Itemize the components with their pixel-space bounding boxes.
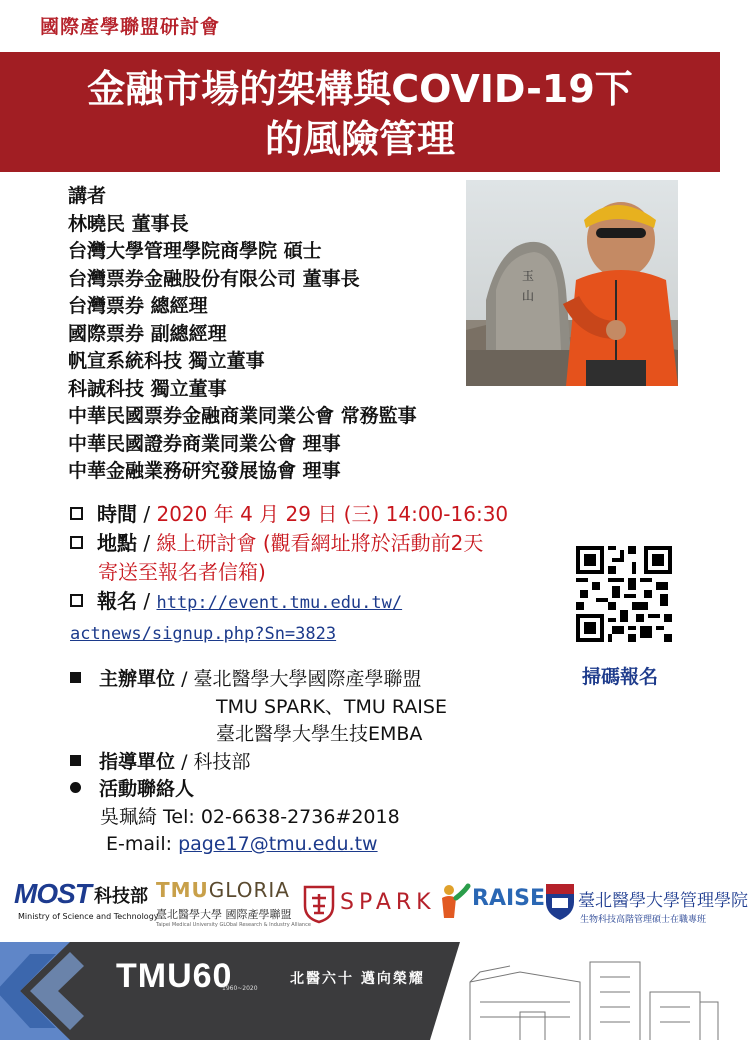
speaker-heading: 講者: [68, 185, 107, 207]
guide-label: 指導單位: [99, 750, 176, 773]
separator: /: [181, 750, 188, 773]
speaker-credential: 中華民國證券商業同業公會 理事: [68, 432, 341, 455]
sponsor-logos: [0, 872, 748, 932]
signup-qr-code[interactable]: [576, 546, 672, 642]
speaker-credential: 國際票券 副總經理: [68, 322, 227, 345]
spark-logo: [300, 872, 436, 932]
most-logo: [14, 872, 159, 932]
emba-logo: [544, 872, 748, 932]
title-line-1: 金融市場的架構與COVID-19下: [87, 67, 633, 111]
signup-link-part-1[interactable]: http://event.tmu.edu.tw/: [156, 593, 403, 613]
guide-row: [70, 749, 447, 777]
host-label: 主辦單位: [99, 668, 176, 690]
contact-row: [70, 776, 447, 804]
location-label: 地點: [97, 531, 137, 555]
square-bullet-icon: [70, 755, 81, 766]
signup-link-part-2[interactable]: actnews/signup.php?Sn=3823: [70, 624, 337, 644]
raise-figure-icon: [438, 882, 470, 922]
gloria-logo-en: Taipei Medical University GLObal Research & Industry Alliance: [156, 922, 311, 928]
host-value-3: 臺北醫學大學生技EMBA: [216, 723, 423, 745]
host-row: [70, 666, 447, 694]
seminar-series-label: 國際產學聯盟研討會: [40, 16, 221, 38]
host-value-2: TMU SPARK、TMU RAISE: [216, 695, 447, 718]
time-value: 2020 年 4 月 29 日 (三) 14:00-16:30: [156, 502, 509, 526]
title-line-2: 的風險管理: [264, 117, 455, 161]
gloria-tmu: TMU: [156, 878, 209, 902]
speaker-photo: [466, 180, 678, 386]
most-logo-text: MOST: [14, 878, 91, 909]
speaker-credential: 台灣票券 總經理: [68, 295, 208, 317]
checkbox-bullet-icon: [70, 507, 83, 520]
gloria-logo-cn: 臺北醫學大學 國際產學聯盟: [156, 908, 292, 921]
speaker-credential: 帆宣系統科技 獨立董事: [68, 350, 265, 372]
speaker-section: [68, 183, 417, 486]
separator: /: [143, 502, 151, 526]
organizers-section: [70, 666, 447, 859]
speaker-credential: 台灣大學管理學院商學院 碩士: [68, 240, 322, 262]
qr-label: 掃碼報名: [582, 666, 659, 688]
speaker-credential: 台灣票券金融股份有限公司 董事長: [68, 267, 360, 290]
email-link[interactable]: page17@tmu.edu.tw: [178, 833, 378, 855]
guide-value: 科技部: [193, 750, 251, 773]
footer-slogan: 北醫六十 邁向榮耀: [290, 971, 425, 987]
contact-email-row: [70, 831, 447, 859]
email-label: E-mail:: [106, 833, 173, 855]
event-time-row: [70, 500, 570, 529]
emba-logo-sub: 生物科技高階管理碩士在職專班: [580, 915, 707, 925]
emba-logo-cn: 臺北醫學大學管理學院: [578, 891, 748, 911]
signup-link-row-2: [70, 618, 570, 649]
svg-text:山: 山: [522, 289, 535, 303]
separator: /: [143, 589, 151, 613]
tmu-gloria-logo: [156, 872, 311, 932]
checkbox-bullet-icon: [70, 536, 83, 549]
footer-graphic: [0, 942, 720, 1040]
gloria-name: GLORIA: [208, 878, 290, 902]
speaker-credential: 科誠科技 獨立董事: [68, 377, 227, 400]
speaker-credential: 中華民國票券金融商業同業公會 常務監事: [68, 405, 417, 427]
speaker-photo-illustration: [466, 180, 678, 386]
contact-label: 活動聯絡人: [99, 778, 195, 800]
tmu60-years: 1960~2020: [222, 985, 258, 992]
dot-bullet-icon: [70, 782, 81, 793]
event-location-row: [70, 529, 570, 558]
signup-label: 報名: [97, 589, 137, 613]
tmu-shield-icon: [302, 884, 336, 924]
qr-code-icon: [576, 546, 672, 642]
separator: /: [143, 531, 151, 555]
location-value-line-2: 寄送至報名者信箱): [98, 560, 266, 584]
footer-banner: [0, 942, 720, 1040]
time-label: 時間: [97, 502, 137, 526]
contact-name-phone: 吳珮綺 Tel: 02-6638-2736#2018: [100, 805, 400, 828]
speaker-credential: 中華金融業務研究發展協會 理事: [68, 460, 341, 482]
tmu60-logo-text: TMU60: [116, 957, 233, 995]
raise-logo: [438, 872, 546, 932]
emba-shield-icon: [544, 882, 576, 922]
speaker-name: 林曉民 董事長: [68, 212, 189, 235]
most-logo-en: Ministry of Science and Technology: [18, 912, 159, 921]
gloria-logo-text: [156, 878, 290, 902]
raise-logo-text: RAISE: [472, 886, 546, 911]
spark-logo-text: SPARK: [340, 890, 436, 915]
event-info: [70, 500, 570, 649]
location-value-line-1: 線上研討會 (觀看網址將於活動前2天: [156, 531, 484, 555]
most-logo-cn: 科技部: [94, 886, 148, 907]
square-bullet-icon: [70, 672, 81, 683]
svg-text:玉: 玉: [522, 269, 535, 283]
separator: /: [181, 668, 188, 690]
title-band: [0, 52, 720, 172]
host-value-1: 臺北醫學大學國際產學聯盟: [193, 668, 422, 690]
checkbox-bullet-icon: [70, 594, 83, 607]
event-signup-row: [70, 587, 570, 618]
